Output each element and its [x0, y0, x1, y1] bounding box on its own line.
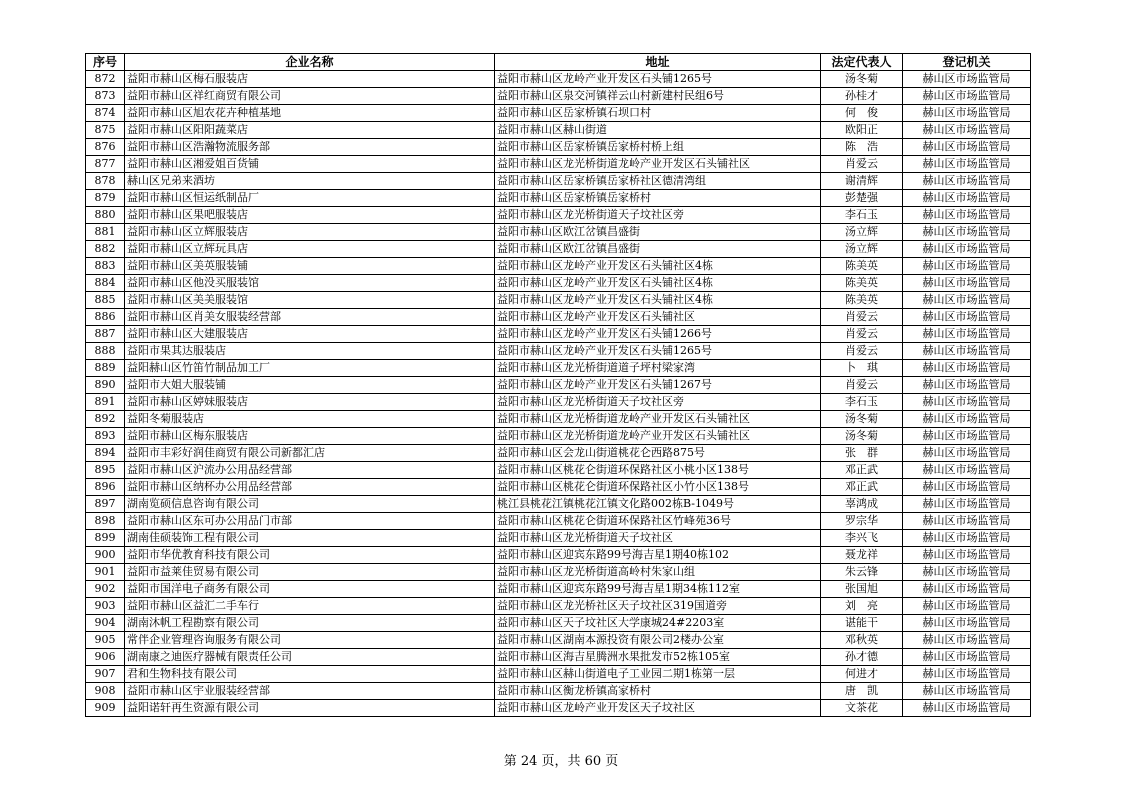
- cell-legal-rep: 陈美英: [821, 258, 903, 275]
- table-row: [86, 462, 1031, 479]
- cell-no: 884: [86, 275, 125, 292]
- cell-address: 益阳市赫山区欧江岔镇昌盛街: [495, 224, 821, 241]
- cell-authority: 赫山区市场监管局: [903, 411, 1031, 428]
- cell-legal-rep: 邓正武: [821, 479, 903, 496]
- cell-legal-rep: 邓秋英: [821, 632, 903, 649]
- enterprise-registry-table: [85, 53, 1031, 717]
- table-row: [86, 105, 1031, 122]
- table-row: [86, 496, 1031, 513]
- table-row: [86, 700, 1031, 717]
- cell-company-name: 益阳市赫山区立辉服装店: [125, 224, 495, 241]
- cell-no: 890: [86, 377, 125, 394]
- cell-no: 906: [86, 649, 125, 666]
- cell-legal-rep: 汤冬菊: [821, 428, 903, 445]
- cell-legal-rep: 文茶花: [821, 700, 903, 717]
- table-row: [86, 224, 1031, 241]
- table-row: [86, 547, 1031, 564]
- cell-company-name: 湖南览硕信息咨询有限公司: [125, 496, 495, 513]
- cell-authority: 赫山区市场监管局: [903, 207, 1031, 224]
- table-row: [86, 377, 1031, 394]
- table-row: [86, 428, 1031, 445]
- cell-address: 益阳市赫山区泉交河镇祥云山村新建村民组6号: [495, 88, 821, 105]
- cell-no: 900: [86, 547, 125, 564]
- cell-address: 益阳市赫山区龙岭产业开发区天子坟社区: [495, 700, 821, 717]
- cell-authority: 赫山区市场监管局: [903, 581, 1031, 598]
- table-row: [86, 632, 1031, 649]
- table-body: [86, 71, 1031, 717]
- cell-address: 益阳市赫山区岳家桥镇岳家桥村: [495, 190, 821, 207]
- cell-legal-rep: 孙才德: [821, 649, 903, 666]
- cell-legal-rep: 肖爱云: [821, 343, 903, 360]
- cell-address: 益阳市赫山区龙岭产业开发区石头铺1265号: [495, 343, 821, 360]
- cell-legal-rep: 陈 浩: [821, 139, 903, 156]
- cell-authority: 赫山区市场监管局: [903, 649, 1031, 666]
- cell-legal-rep: 汤冬菊: [821, 411, 903, 428]
- cell-no: 894: [86, 445, 125, 462]
- cell-company-name: 赫山区兄弟来酒坊: [125, 173, 495, 190]
- table-row: [86, 275, 1031, 292]
- cell-company-name: 益阳市赫山区大建服装店: [125, 326, 495, 343]
- cell-company-name: 益阳市赫山区旭农花卉种植基地: [125, 105, 495, 122]
- cell-no: 873: [86, 88, 125, 105]
- cell-no: 907: [86, 666, 125, 683]
- cell-company-name: 益阳市果其达服装店: [125, 343, 495, 360]
- cell-company-name: 益阳市赫山区他没买服装馆: [125, 275, 495, 292]
- cell-authority: 赫山区市场监管局: [903, 530, 1031, 547]
- cell-legal-rep: 李兴飞: [821, 530, 903, 547]
- cell-no: 877: [86, 156, 125, 173]
- cell-authority: 赫山区市场监管局: [903, 224, 1031, 241]
- cell-legal-rep: 邓正武: [821, 462, 903, 479]
- table-row: [86, 445, 1031, 462]
- cell-company-name: 益阳市赫山区肖美女服装经营部: [125, 309, 495, 326]
- cell-legal-rep: 陈美英: [821, 292, 903, 309]
- cell-legal-rep: 辜鸿成: [821, 496, 903, 513]
- cell-company-name: 益阳市赫山区婷妹服装店: [125, 394, 495, 411]
- cell-company-name: 益阳市赫山区梅东服装店: [125, 428, 495, 445]
- cell-authority: 赫山区市场监管局: [903, 156, 1031, 173]
- cell-company-name: 益阳市赫山区纳杯办公用品经营部: [125, 479, 495, 496]
- cell-legal-rep: 刘 亮: [821, 598, 903, 615]
- cell-no: 901: [86, 564, 125, 581]
- cell-address: 益阳市赫山区龙岭产业开发区石头铺社区4栋: [495, 258, 821, 275]
- cell-legal-rep: 张国旭: [821, 581, 903, 598]
- table-row: [86, 598, 1031, 615]
- cell-legal-rep: 罗宗华: [821, 513, 903, 530]
- table-row: [86, 530, 1031, 547]
- cell-authority: 赫山区市场监管局: [903, 513, 1031, 530]
- cell-no: 899: [86, 530, 125, 547]
- table-row: [86, 292, 1031, 309]
- cell-address: 益阳市赫山区龙光桥街道天子坟社区旁: [495, 207, 821, 224]
- table-row: [86, 411, 1031, 428]
- cell-address: 益阳市赫山区岳家桥镇岳家桥村桥上组: [495, 139, 821, 156]
- cell-authority: 赫山区市场监管局: [903, 394, 1031, 411]
- cell-authority: 赫山区市场监管局: [903, 122, 1031, 139]
- cell-authority: 赫山区市场监管局: [903, 598, 1031, 615]
- cell-no: 879: [86, 190, 125, 207]
- cell-no: 888: [86, 343, 125, 360]
- cell-address: 益阳市赫山区龙岭产业开发区石头铺社区4栋: [495, 275, 821, 292]
- table-row: [86, 190, 1031, 207]
- table-row: [86, 479, 1031, 496]
- cell-company-name: 益阳赫山区竹笛竹制品加工厂: [125, 360, 495, 377]
- table-row: [86, 615, 1031, 632]
- cell-address: 益阳市赫山区龙岭产业开发区石头铺1266号: [495, 326, 821, 343]
- cell-no: 878: [86, 173, 125, 190]
- table-row: [86, 122, 1031, 139]
- cell-no: 897: [86, 496, 125, 513]
- table-row: [86, 139, 1031, 156]
- table-row: [86, 683, 1031, 700]
- cell-legal-rep: 欧阳正: [821, 122, 903, 139]
- cell-address: 益阳市赫山区龙岭产业开发区石头铺社区: [495, 309, 821, 326]
- cell-company-name: 益阳市赫山区益汇二手车行: [125, 598, 495, 615]
- cell-company-name: 益阳市华优教育科技有限公司: [125, 547, 495, 564]
- cell-company-name: 益阳市赫山区湘爱姐百货铺: [125, 156, 495, 173]
- cell-address: 益阳市赫山区龙岭产业开发区石头铺1267号: [495, 377, 821, 394]
- cell-legal-rep: 聂龙祥: [821, 547, 903, 564]
- cell-legal-rep: 肖爱云: [821, 377, 903, 394]
- cell-company-name: 湖南沐帆工程勘察有限公司: [125, 615, 495, 632]
- table-row: [86, 88, 1031, 105]
- cell-legal-rep: 汤冬菊: [821, 71, 903, 88]
- header-row: [86, 54, 1031, 71]
- page-number: 第 24 页，共 60 页: [503, 754, 619, 769]
- cell-no: 902: [86, 581, 125, 598]
- cell-legal-rep: 孙桂才: [821, 88, 903, 105]
- cell-authority: 赫山区市场监管局: [903, 343, 1031, 360]
- cell-authority: 赫山区市场监管局: [903, 445, 1031, 462]
- cell-no: 872: [86, 71, 125, 88]
- cell-address: 益阳市赫山区龙光桥社区天子坟社区319国道旁: [495, 598, 821, 615]
- cell-legal-rep: 肖爱云: [821, 326, 903, 343]
- cell-company-name: 君和生物科技有限公司: [125, 666, 495, 683]
- cell-legal-rep: 何进才: [821, 666, 903, 683]
- cell-company-name: 益阳市赫山区宇业服装经营部: [125, 683, 495, 700]
- table-row: [86, 71, 1031, 88]
- cell-no: 891: [86, 394, 125, 411]
- cell-authority: 赫山区市场监管局: [903, 241, 1031, 258]
- table-row: [86, 360, 1031, 377]
- cell-address: 益阳市赫山区龙光桥街道龙岭产业开发区石头铺社区: [495, 411, 821, 428]
- cell-legal-rep: 朱云锋: [821, 564, 903, 581]
- cell-authority: 赫山区市场监管局: [903, 683, 1031, 700]
- cell-no: 887: [86, 326, 125, 343]
- cell-company-name: 益阳市赫山区沪流办公用品经营部: [125, 462, 495, 479]
- cell-authority: 赫山区市场监管局: [903, 377, 1031, 394]
- cell-address: 益阳市赫山区会龙山街道桃花仑西路875号: [495, 445, 821, 462]
- cell-no: 885: [86, 292, 125, 309]
- cell-company-name: 益阳冬菊服装店: [125, 411, 495, 428]
- cell-authority: 赫山区市场监管局: [903, 666, 1031, 683]
- cell-address: 益阳市赫山区迎宾东路99号海吉星1期40栋102: [495, 547, 821, 564]
- cell-authority: 赫山区市场监管局: [903, 88, 1031, 105]
- cell-no: 903: [86, 598, 125, 615]
- cell-authority: 赫山区市场监管局: [903, 564, 1031, 581]
- cell-address: 益阳市赫山区龙光桥街道龙岭产业开发区石头铺社区: [495, 428, 821, 445]
- cell-company-name: 常伴企业管理咨询服务有限公司: [125, 632, 495, 649]
- cell-address: 益阳市赫山区欧江岔镇昌盛街: [495, 241, 821, 258]
- cell-legal-rep: 唐 凯: [821, 683, 903, 700]
- cell-authority: 赫山区市场监管局: [903, 71, 1031, 88]
- cell-address: 益阳市赫山区龙岭产业开发区石头铺1265号: [495, 71, 821, 88]
- cell-address: 益阳市赫山区迎宾东路99号海吉星1期34栋112室: [495, 581, 821, 598]
- cell-address: 益阳市赫山区龙光桥街道高岭村朱家山组: [495, 564, 821, 581]
- cell-no: 904: [86, 615, 125, 632]
- cell-authority: 赫山区市场监管局: [903, 105, 1031, 122]
- table-row: [86, 343, 1031, 360]
- cell-legal-rep: 李石玉: [821, 207, 903, 224]
- table-row: [86, 258, 1031, 275]
- cell-address: 益阳市赫山区衡龙桥镇高家桥村: [495, 683, 821, 700]
- cell-authority: 赫山区市场监管局: [903, 632, 1031, 649]
- table-row: [86, 513, 1031, 530]
- cell-address: 益阳市赫山区龙岭产业开发区石头铺社区4栋: [495, 292, 821, 309]
- table-row: [86, 309, 1031, 326]
- cell-authority: 赫山区市场监管局: [903, 360, 1031, 377]
- cell-no: 875: [86, 122, 125, 139]
- table-row: [86, 649, 1031, 666]
- table-row: [86, 207, 1031, 224]
- cell-no: 905: [86, 632, 125, 649]
- cell-no: 898: [86, 513, 125, 530]
- header-no: 序号: [86, 54, 125, 71]
- cell-legal-rep: 李石玉: [821, 394, 903, 411]
- table-row: [86, 581, 1031, 598]
- cell-company-name: 益阳市大姐大服装铺: [125, 377, 495, 394]
- cell-company-name: 益阳市丰彩好润佳商贸有限公司新都汇店: [125, 445, 495, 462]
- cell-legal-rep: 肖爱云: [821, 156, 903, 173]
- cell-company-name: 益阳市赫山区果吧服装店: [125, 207, 495, 224]
- cell-legal-rep: 汤立辉: [821, 224, 903, 241]
- cell-authority: 赫山区市场监管局: [903, 547, 1031, 564]
- cell-authority: 赫山区市场监管局: [903, 615, 1031, 632]
- table-row: [86, 326, 1031, 343]
- cell-no: 874: [86, 105, 125, 122]
- cell-no: 908: [86, 683, 125, 700]
- cell-company-name: 益阳市国洋电子商务有限公司: [125, 581, 495, 598]
- cell-no: 886: [86, 309, 125, 326]
- header-address: 地址: [495, 54, 821, 71]
- cell-address: 益阳市赫山区桃花仑街道环保路社区竹峰苑36号: [495, 513, 821, 530]
- cell-address: 益阳市赫山区岳家桥镇岳家桥社区德清湾组: [495, 173, 821, 190]
- cell-authority: 赫山区市场监管局: [903, 139, 1031, 156]
- cell-address: 益阳市赫山区龙光桥街道天子坟社区旁: [495, 394, 821, 411]
- cell-no: 883: [86, 258, 125, 275]
- cell-company-name: 湖南佳硕装饰工程有限公司: [125, 530, 495, 547]
- cell-authority: 赫山区市场监管局: [903, 292, 1031, 309]
- cell-company-name: 益阳诺轩再生资源有限公司: [125, 700, 495, 717]
- cell-address: 益阳市赫山区天子坟社区大学康城24#2203室: [495, 615, 821, 632]
- cell-address: 益阳市赫山区赫山街道电子工业园二期1栋第一层: [495, 666, 821, 683]
- cell-legal-rep: 何 俊: [821, 105, 903, 122]
- cell-authority: 赫山区市场监管局: [903, 428, 1031, 445]
- cell-address: 益阳市赫山区岳家桥镇石坝口村: [495, 105, 821, 122]
- cell-no: 892: [86, 411, 125, 428]
- cell-authority: 赫山区市场监管局: [903, 326, 1031, 343]
- cell-company-name: 益阳市赫山区美英服装铺: [125, 258, 495, 275]
- cell-legal-rep: 彭楚强: [821, 190, 903, 207]
- cell-address: 益阳市赫山区桃花仑街道环保路社区小桃小区138号: [495, 462, 821, 479]
- cell-no: 895: [86, 462, 125, 479]
- cell-no: 909: [86, 700, 125, 717]
- cell-no: 893: [86, 428, 125, 445]
- cell-no: 896: [86, 479, 125, 496]
- header-company-name: 企业名称: [125, 54, 495, 71]
- table-row: [86, 564, 1031, 581]
- cell-legal-rep: 陈美英: [821, 275, 903, 292]
- cell-address: 益阳市赫山区龙光桥街道道子坪村梁家湾: [495, 360, 821, 377]
- cell-authority: 赫山区市场监管局: [903, 479, 1031, 496]
- cell-no: 880: [86, 207, 125, 224]
- cell-legal-rep: 汤立辉: [821, 241, 903, 258]
- cell-authority: 赫山区市场监管局: [903, 173, 1031, 190]
- cell-no: 882: [86, 241, 125, 258]
- cell-address: 益阳市赫山区龙光桥街道天子坟社区: [495, 530, 821, 547]
- cell-company-name: 益阳市赫山区立辉玩具店: [125, 241, 495, 258]
- table-row: [86, 394, 1031, 411]
- cell-company-name: 益阳市赫山区美美服装馆: [125, 292, 495, 309]
- cell-legal-rep: 肖爱云: [821, 309, 903, 326]
- cell-no: 876: [86, 139, 125, 156]
- cell-company-name: 益阳市益莱佳贸易有限公司: [125, 564, 495, 581]
- cell-company-name: 益阳市赫山区东可办公用品门市部: [125, 513, 495, 530]
- cell-company-name: 益阳市赫山区梅石服装店: [125, 71, 495, 88]
- cell-address: 益阳市赫山区赫山街道: [495, 122, 821, 139]
- cell-address: 益阳市赫山区桃花仑街道环保路社区小竹小区138号: [495, 479, 821, 496]
- cell-address: 益阳市赫山区龙光桥街道龙岭产业开发区石头铺社区: [495, 156, 821, 173]
- table-row: [86, 666, 1031, 683]
- cell-authority: 赫山区市场监管局: [903, 309, 1031, 326]
- cell-legal-rep: 张 群: [821, 445, 903, 462]
- cell-company-name: 益阳市赫山区恒运纸制品厂: [125, 190, 495, 207]
- header-legal-rep: 法定代表人: [821, 54, 903, 71]
- cell-authority: 赫山区市场监管局: [903, 700, 1031, 717]
- cell-company-name: 益阳市赫山区阳阳蔬菜店: [125, 122, 495, 139]
- table-row: [86, 241, 1031, 258]
- cell-legal-rep: 谌能干: [821, 615, 903, 632]
- table-row: [86, 156, 1031, 173]
- cell-authority: 赫山区市场监管局: [903, 258, 1031, 275]
- cell-address: 桃江县桃花江镇桃花江镇文化路002栋B-1049号: [495, 496, 821, 513]
- cell-company-name: 益阳市赫山区浩瀚物流服务部: [125, 139, 495, 156]
- cell-address: 益阳市赫山区海吉星腾洲水果批发市52栋105室: [495, 649, 821, 666]
- cell-company-name: 益阳市赫山区祥红商贸有限公司: [125, 88, 495, 105]
- cell-legal-rep: 谢清辉: [821, 173, 903, 190]
- cell-authority: 赫山区市场监管局: [903, 496, 1031, 513]
- cell-address: 益阳市赫山区湖南本源投资有限公司2楼办公室: [495, 632, 821, 649]
- table-row: [86, 173, 1031, 190]
- cell-authority: 赫山区市场监管局: [903, 275, 1031, 292]
- cell-authority: 赫山区市场监管局: [903, 462, 1031, 479]
- cell-legal-rep: 卜 琪: [821, 360, 903, 377]
- header-authority: 登记机关: [903, 54, 1031, 71]
- cell-no: 881: [86, 224, 125, 241]
- cell-authority: 赫山区市场监管局: [903, 190, 1031, 207]
- cell-no: 889: [86, 360, 125, 377]
- cell-company-name: 湖南康之迪医疗器械有限责任公司: [125, 649, 495, 666]
